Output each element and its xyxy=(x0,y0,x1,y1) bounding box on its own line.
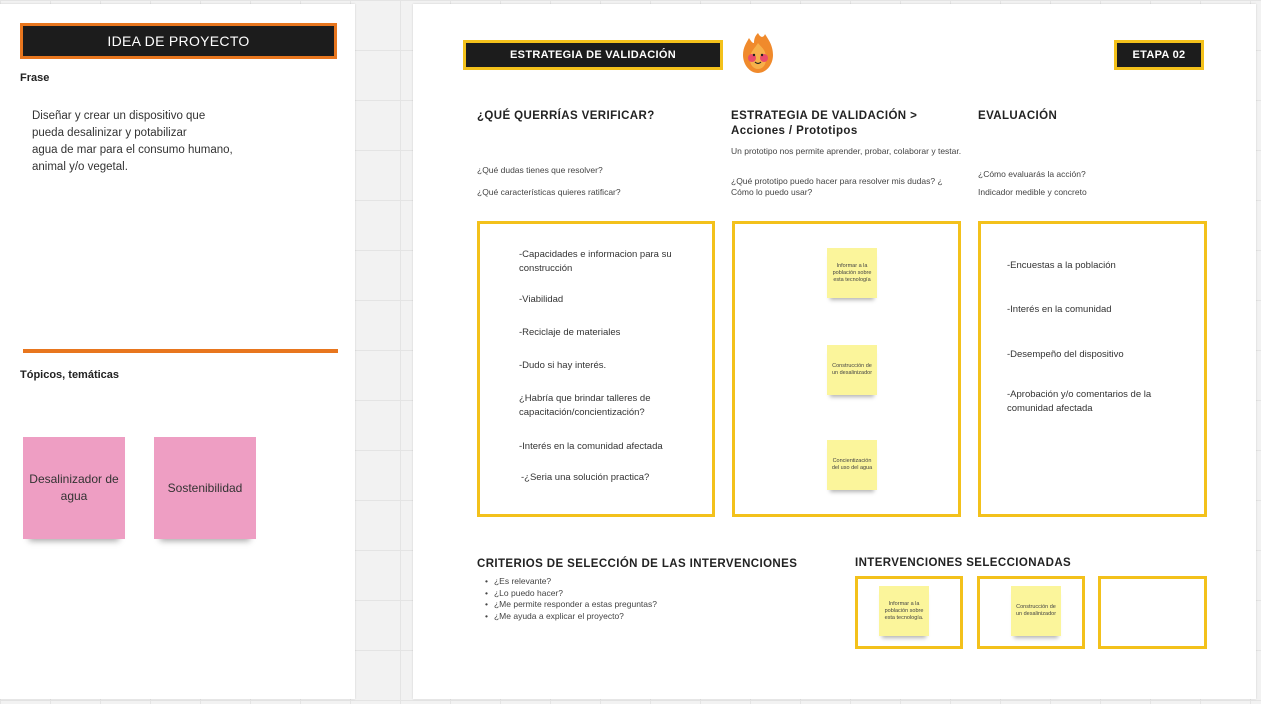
evaluation-item: -Desempeño del dispositivo xyxy=(1007,349,1124,360)
verify-title: ¿QUÉ QUERRÍAS VERIFICAR? xyxy=(477,110,655,122)
evaluation-item: -Encuestas a la población xyxy=(1007,260,1116,271)
phrase-text[interactable] xyxy=(32,108,332,176)
criteria-bullet: • ¿Me permite responder a estas preguntas? xyxy=(485,599,657,611)
criteria-list xyxy=(485,576,657,622)
phrase-line: animal y/o vegetal. xyxy=(32,161,128,173)
criteria-bullet: • ¿Lo puedo hacer? xyxy=(485,588,657,600)
evaluation-title: EVALUACIÓN xyxy=(978,110,1058,122)
topics-label: Tópicos, temáticas xyxy=(20,369,120,381)
section-divider xyxy=(23,349,338,353)
sticky-text: Informar a la población sobre esta tecnología. xyxy=(884,600,924,621)
phrase-line: pueda desalinizar y potabilizar xyxy=(32,127,187,139)
verify-item: -¿Seria una solución practica? xyxy=(521,472,650,483)
phrase-line: Diseñar y crear un dispositivo que xyxy=(32,110,206,122)
criteria-bullet: • ¿Me ayuda a explicar el proyecto? xyxy=(485,611,657,623)
sticky-text: Informar a la población sobre esta tecnología xyxy=(832,262,872,283)
sticky-text: Concientización del uso del agua xyxy=(831,458,873,471)
prototype-sticky-note[interactable] xyxy=(827,345,877,395)
evaluation-item: -Interés en la comunidad xyxy=(1007,304,1112,315)
topic-text: Sostenibilidad xyxy=(167,480,243,495)
strategy-title xyxy=(731,109,917,139)
evaluation-item: -Aprobación y/o comentarios de la comunidad afectada xyxy=(1007,389,1152,414)
validation-title-tag[interactable]: ESTRATEGIA DE VALIDACIÓN xyxy=(463,40,723,70)
selected-title: INTERVENCIONES SELECCIONADAS xyxy=(855,557,1072,569)
criteria-bullet: • ¿Es relevante? xyxy=(485,576,657,588)
prototype-sticky-note[interactable] xyxy=(827,440,877,490)
evaluation-question: Indicador medible y concreto xyxy=(978,187,1087,197)
verify-question: ¿Qué dudas tienes que resolver? xyxy=(477,165,603,175)
verify-item: -Viabilidad xyxy=(519,294,564,305)
verify-item: -Interés en la comunidad afectada xyxy=(519,441,663,452)
strategy-title-line: ESTRATEGIA DE VALIDACIÓN > xyxy=(731,110,918,122)
stage-tag[interactable]: ETAPA 02 xyxy=(1114,40,1204,70)
phrase-line: agua de mar para el consumo humano, xyxy=(32,144,233,156)
topic-sticky-note[interactable] xyxy=(154,437,256,539)
verify-item: -Capacidades e informacion para su construcción xyxy=(519,249,672,274)
evaluation-question: ¿Cómo evaluarás la acción? xyxy=(978,169,1086,179)
phrase-label: Frase xyxy=(20,72,50,84)
criteria-title: CRITERIOS DE SELECCIÓN DE LAS INTERVENCIONES xyxy=(477,558,798,570)
flame-mascot-icon xyxy=(737,31,779,75)
prototype-sticky-note[interactable] xyxy=(827,248,877,298)
selected-sticky-note[interactable] xyxy=(1011,586,1061,636)
strategy-question: ¿Qué prototipo puedo hacer para resolver mis dudas? ¿ Cómo lo puedo usar? xyxy=(731,176,943,197)
verify-item: -Dudo si hay interés. xyxy=(519,360,607,371)
verify-question: ¿Qué características quieres ratificar? xyxy=(477,187,621,197)
sticky-text: Construcción de un desalinizador xyxy=(1015,604,1057,617)
verify-item: -Reciclaje de materiales xyxy=(519,327,621,338)
topic-text: Desalinizador de agua xyxy=(29,472,119,503)
verify-item: ¿Habría que brindar talleres de capacitación/concientización? xyxy=(519,393,651,418)
strategy-title-line: Acciones / Prototipos xyxy=(731,125,858,137)
strategy-description: Un prototipo nos permite aprender, probar, colaborar y testar. xyxy=(731,146,962,156)
sticky-text: Construcción de un desalinizador xyxy=(831,363,873,376)
topic-sticky-note[interactable] xyxy=(23,437,125,539)
selected-sticky-note[interactable] xyxy=(879,586,929,636)
selected-box-empty[interactable] xyxy=(1098,576,1207,649)
idea-header[interactable]: IDEA DE PROYECTO xyxy=(20,23,337,59)
